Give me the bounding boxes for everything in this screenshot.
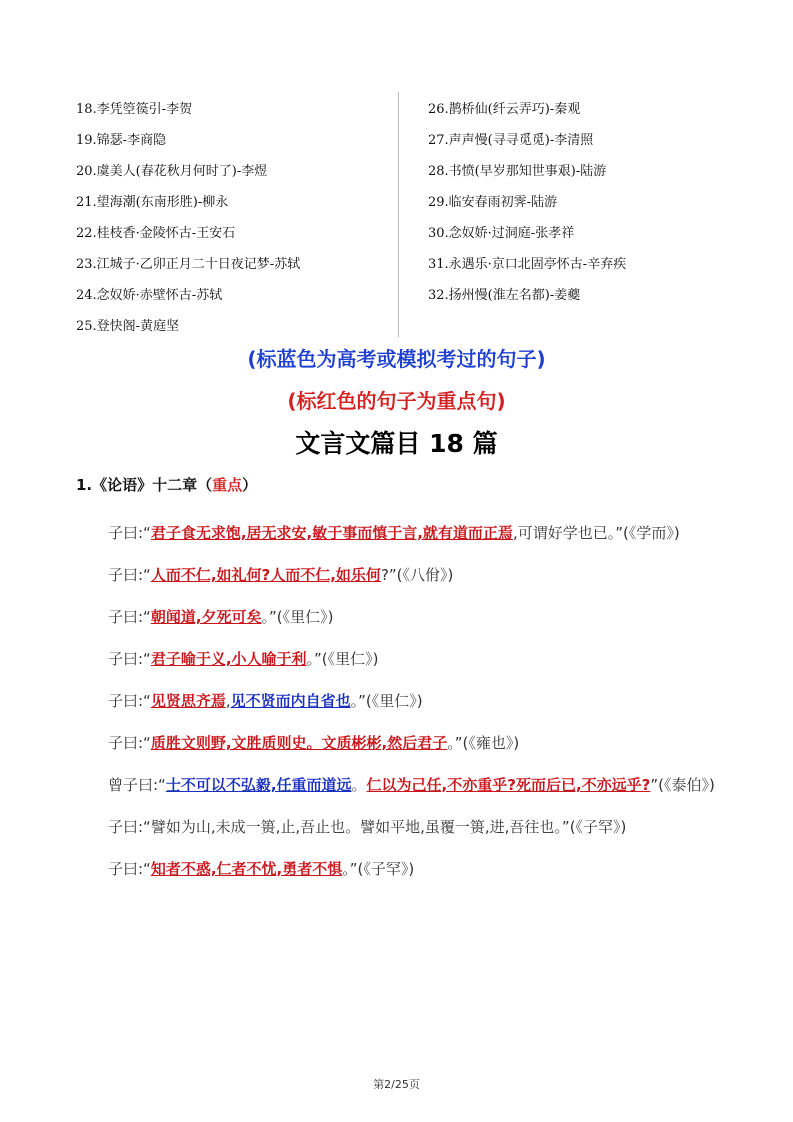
quote-text: 子曰:“譬如为山,未成一篑,止,吾止也。譬如平地,虽覆一篑,进,吾往也。”(《子罕》) xyxy=(108,818,627,836)
quote-text: 曾子曰:“ xyxy=(108,776,166,794)
poem-item: 26.鹊桥仙(纤云弄巧)-秦观 xyxy=(428,102,581,117)
section-heading xyxy=(76,474,257,495)
column-divider xyxy=(398,92,399,337)
quote-text: 子曰:“ xyxy=(108,734,151,752)
poem-item: 29.临安春雨初霁-陆游 xyxy=(428,195,558,210)
section-label: 1.《论语》十二章（ xyxy=(76,476,213,494)
quote-paragraph xyxy=(76,596,726,638)
poem-item: 25.登快阁-黄庭坚 xyxy=(76,319,180,334)
highlight-blue: 见不贤而内自省也 xyxy=(230,692,351,710)
quote-paragraph xyxy=(76,554,726,596)
quote-text: , xyxy=(225,692,231,710)
section-key-tag: 重点 xyxy=(212,476,243,494)
poem-item: 21.望海潮(东南形胜)-柳永 xyxy=(76,195,229,210)
note-blue: (标蓝色为高考或模拟考过的句子) xyxy=(247,347,546,371)
poem-item: 30.念奴娇·过洞庭-张孝祥 xyxy=(428,226,575,241)
highlight-red: 君子喻于义,小人喻于利 xyxy=(150,650,307,668)
note-red: (标红色的句子为重点句) xyxy=(287,389,506,413)
highlight-blue: 士不可以不弘毅,任重而道远 xyxy=(165,776,352,794)
poem-item: 32.扬州慢(淮左名都)-姜夔 xyxy=(428,288,581,303)
quote-text: ”(《泰伯》) xyxy=(650,776,715,794)
poem-item: 28.书愤(早岁那知世事艰)-陆游 xyxy=(428,164,607,179)
quote-text: 。”(《里仁》) xyxy=(306,650,379,668)
quote-text: 。”(《子罕》) xyxy=(342,860,415,878)
highlight-red: 知者不惑,仁者不忧,勇者不惧 xyxy=(150,860,343,878)
poem-list-left xyxy=(76,98,300,346)
poem-item: 27.声声慢(寻寻觅觅)-李清照 xyxy=(428,133,594,148)
quote-text: 子曰:“ xyxy=(108,608,151,626)
quote-text: 。”(《雍也》) xyxy=(447,734,520,752)
highlight-red: 君子食无求饱,居无求安,敏于事而慎于言,就有道而正焉 xyxy=(150,524,513,542)
poem-item: 23.江城子·乙卯正月二十日夜记梦-苏轼 xyxy=(76,257,301,272)
quote-list xyxy=(76,512,726,890)
quote-paragraph xyxy=(76,680,726,722)
quote-paragraph xyxy=(76,722,726,764)
poem-item: 24.念奴娇·赤壁怀古-苏轼 xyxy=(76,288,223,303)
quote-text: ,可谓好学也已。”(《学而》) xyxy=(512,524,680,542)
highlight-red: 朝闻道,夕死可矣 xyxy=(150,608,262,626)
quote-text: 。 xyxy=(351,776,367,794)
highlight-red: 见贤思齐焉 xyxy=(150,692,226,710)
quote-paragraph xyxy=(76,764,726,806)
quote-text: 子曰:“ xyxy=(108,650,151,668)
quote-text: ?”(《八佾》) xyxy=(380,566,454,584)
quote-text: 。”(《里仁》) xyxy=(261,608,334,626)
quote-paragraph xyxy=(76,806,726,848)
quote-text: 子曰:“ xyxy=(108,566,151,584)
page-number: 第2/25页 xyxy=(373,1078,420,1091)
quote-paragraph xyxy=(76,512,726,554)
poem-item: 19.锦瑟-李商隐 xyxy=(76,133,167,148)
poem-item: 18.李凭箜篌引-李贺 xyxy=(76,102,193,117)
poem-item: 22.桂枝香·金陵怀古-王安石 xyxy=(76,226,236,241)
page-title: 文言文篇目 18 篇 xyxy=(295,429,498,458)
quote-paragraph xyxy=(76,848,726,890)
highlight-red: 仁以为己任,不亦重乎?死而后已,不亦远乎? xyxy=(366,776,651,794)
quote-text: 子曰:“ xyxy=(108,524,151,542)
highlight-red: 质胜文则野,文胜质则史。文质彬彬,然后君子 xyxy=(150,734,448,752)
poem-item: 20.虞美人(春花秋月何时了)-李煜 xyxy=(76,164,268,179)
quote-text: 。”(《里仁》) xyxy=(350,692,423,710)
poem-item: 31.永遇乐·京口北固亭怀古-辛弃疾 xyxy=(428,257,627,272)
poem-list-right xyxy=(428,98,626,315)
section-end: ） xyxy=(242,476,258,494)
quote-text: 子曰:“ xyxy=(108,692,151,710)
quote-paragraph xyxy=(76,638,726,680)
quote-text: 子曰:“ xyxy=(108,860,151,878)
highlight-red: 人而不仁,如礼何?人而不仁,如乐何 xyxy=(150,566,381,584)
